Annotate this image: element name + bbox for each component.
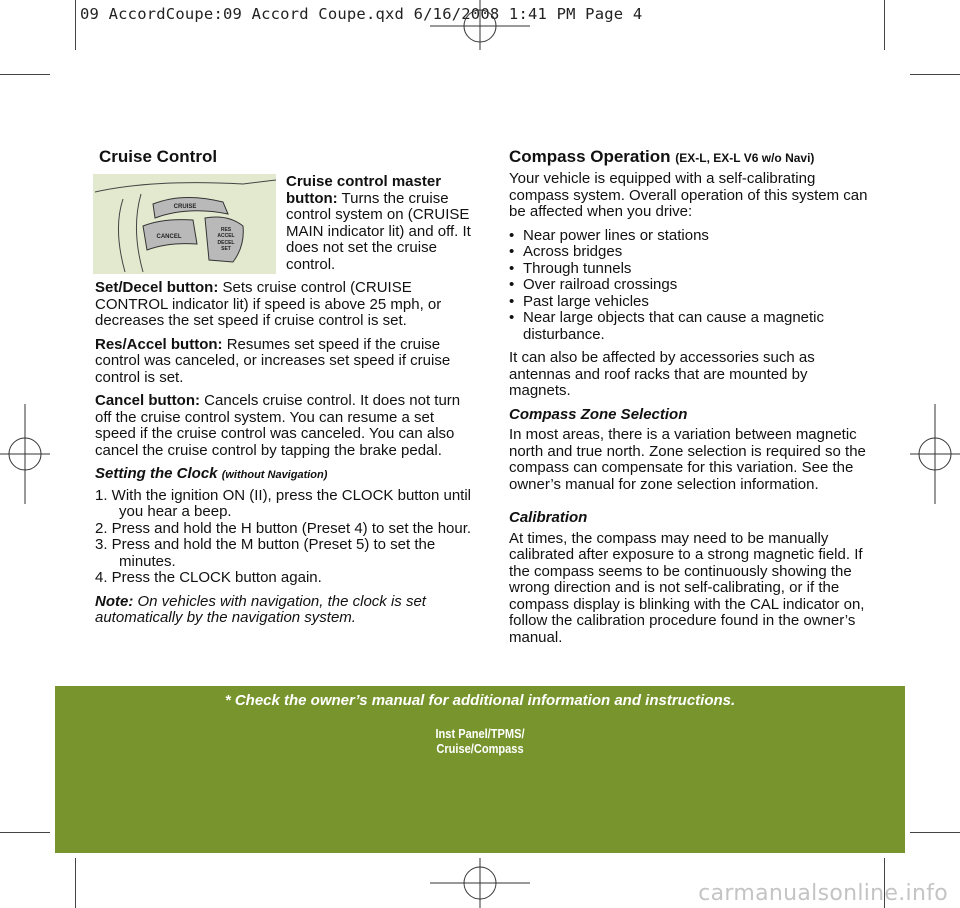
master-button-label: Cruise control master button: — [286, 173, 442, 207]
crop-mark — [0, 832, 50, 833]
section-label-line2: Cruise/Compass — [436, 741, 524, 756]
setting-clock-note: (without Navigation) — [221, 469, 328, 481]
res-accel-label: Res/Accel button: — [95, 335, 223, 353]
list-item: • Over railroad crossings — [509, 277, 869, 294]
set-decel-label: Set/Decel button: — [95, 279, 219, 296]
list-item: 1. With the ignition ON (II), press the CLOCK button until you hear a beep. — [95, 486, 471, 520]
clock-note — [95, 594, 475, 627]
list-item: • Past large vehicles — [509, 294, 869, 311]
cruise-control-heading: Cruise Control — [99, 147, 218, 166]
section-label-line1: Inst Panel/TPMS/ — [435, 726, 525, 741]
note-text: On vehicles with navigation, the clock is set automatically by the navigation system. — [95, 592, 426, 626]
list-item: • Near power lines or stations — [509, 228, 869, 245]
registration-mark-top — [430, 0, 530, 50]
setting-clock-title: Setting the Clock — [95, 465, 218, 482]
cancel-description — [95, 393, 475, 459]
accel-button-label: ACCEL — [217, 233, 235, 239]
crop-mark — [884, 0, 885, 50]
list-item: • Across bridges — [509, 244, 869, 261]
res-accel-text: Resumes set speed if the cruise control was canceled, or increases set speed if cruise control is set. — [95, 335, 451, 386]
crop-mark — [910, 74, 960, 75]
compass-conditions-list — [509, 228, 869, 344]
footer-note: * Check the owner’s manual for additional information and instructions. — [224, 692, 736, 709]
cruise-button-label: CRUISE — [173, 204, 197, 210]
compass-heading — [509, 147, 869, 168]
footer-band — [55, 686, 905, 853]
section-label — [119, 726, 842, 756]
cancel-button-label: CANCEL — [156, 234, 182, 240]
cruise-control-column — [95, 147, 475, 634]
registration-mark-left — [0, 404, 50, 504]
steering-wheel-illustration — [93, 174, 276, 274]
list-item: 2. Press and hold the H button (Preset 4) to set the hour. — [95, 519, 472, 537]
list-item: • Near large objects that can cause a magnetic disturbance. — [509, 310, 869, 343]
set-button-label: SET — [221, 246, 231, 252]
zone-selection-heading: Compass Zone Selection — [509, 405, 688, 423]
crop-mark — [75, 858, 76, 908]
master-button-text: Turns the cruise control system on (CRUISE MAIN indicator lit) and off. It does not set the cruise control. — [286, 189, 471, 273]
list-item: 4. Press the CLOCK button again. — [95, 569, 322, 586]
cancel-label: Cancel button: — [95, 392, 200, 409]
setting-clock-heading — [95, 466, 475, 484]
res-accel-description — [95, 337, 475, 387]
set-decel-description — [95, 280, 475, 330]
compass-heading-note: (EX-L, EX-L V6 w/o Navi) — [675, 151, 815, 165]
decel-button-label: DECEL — [217, 240, 235, 246]
watermark: carmanualsonline.info — [698, 881, 948, 906]
clock-steps-list — [95, 488, 475, 587]
steering-wheel-buttons-image — [93, 174, 276, 274]
cancel-text: Cancels cruise control. It does not turn off the cruise control system. You can resume a set speed if the cruise control was canceled. You can also cancel the cruise control by tapping the brake pedal. — [95, 392, 461, 459]
crop-mark — [75, 0, 76, 50]
compass-title: Compass Operation — [509, 147, 671, 166]
registration-mark-bottom — [430, 858, 530, 908]
calibration-text: At times, the compass may need to be manually calibrated after exposure to a strong magnetic field. If the compass seems to be continuously showing the wrong direction and is not self-calibrating, or if the compass display is blinking with the CAL indicator on, follow the calibration procedure found in the owner’s manual. — [509, 529, 865, 646]
set-decel-text: Sets cruise control (CRUISE CONTROL indicator lit) if speed is above 25 mph, or decreases the set speed if cruise control is set. — [95, 279, 442, 329]
crop-mark — [910, 832, 960, 833]
list-item: 3. Press and hold the M button (Preset 5) to set the minutes. — [95, 536, 436, 570]
zone-selection-text: In most areas, there is a variation between magnetic north and true north. Zone selection is required so the compass can compensate for this variation. See the owner’s manual for zone selection information. — [509, 426, 866, 493]
registration-mark-right — [910, 404, 960, 504]
compass-intro: Your vehicle is equipped with a self-calibrating compass system. Overall operation of this system can be affected when you drive: — [509, 170, 868, 220]
res-button-label: RES — [220, 227, 232, 233]
crop-mark — [0, 74, 50, 75]
list-item: • Through tunnels — [509, 261, 869, 278]
calibration-heading: Calibration — [509, 509, 588, 526]
note-label: Note: — [95, 592, 134, 610]
compass-accessories-text: It can also be affected by accessories such as antennas and roof racks that are mounted by magnets. — [509, 349, 815, 399]
compass-column — [509, 147, 869, 653]
print-slug: 09 AccordCoupe:09 Accord Coupe.qxd 6/16/2008 1:41 PM Page 4 — [80, 5, 643, 23]
